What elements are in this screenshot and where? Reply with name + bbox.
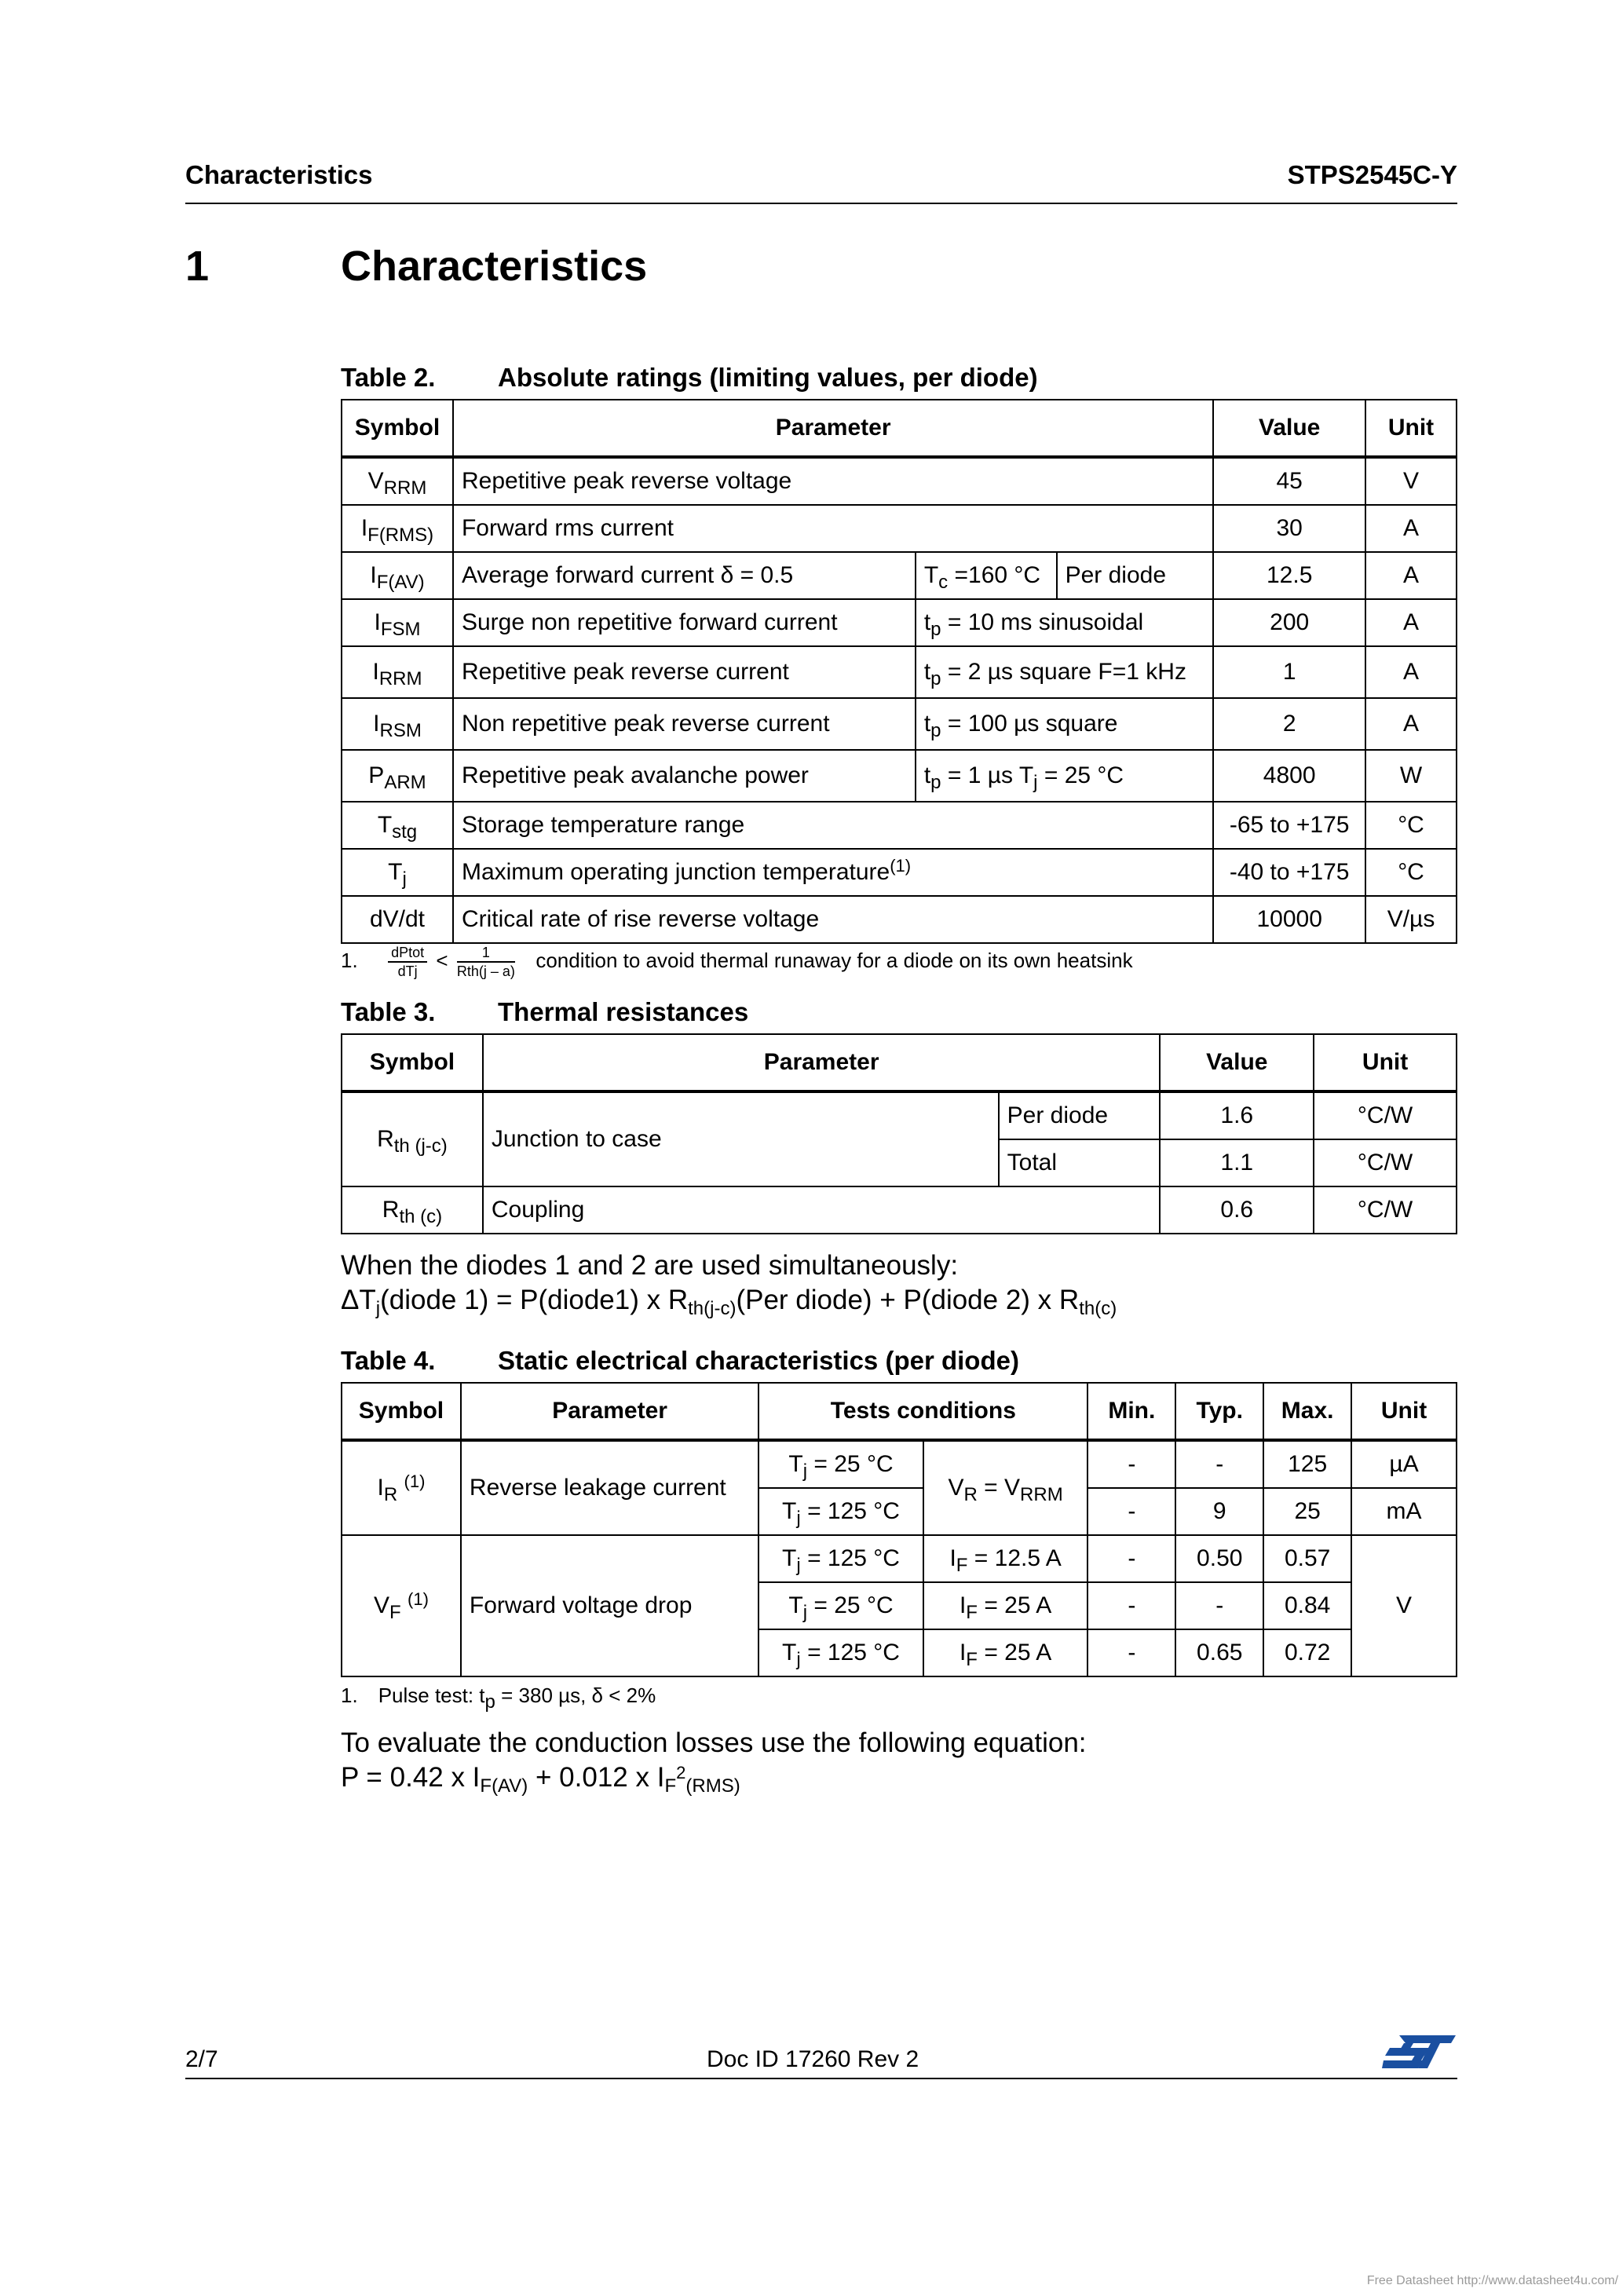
unit: °C/W [1314, 1091, 1457, 1139]
table-row: $I_{RRM}$ Repetitive peak reverse current $t_p = 2$ µs square F=1 kHz 1 A [342, 646, 1457, 698]
value: 1 [1213, 646, 1365, 698]
coupling-paragraph [341, 1249, 1117, 1318]
unit: A [1365, 646, 1457, 698]
unit: A [1365, 505, 1457, 552]
table2-footnote: 1. $\frac{\text{dPtot}}{\text{dTj}}$ < $\frac{1}{\text{Rth(j – a)}}$ condition to avoid thermal runaway for a diode on its own heatsink [341, 945, 1133, 979]
table-row: $V_F$ $^{(1)}$ Forward voltage drop $T_j = 125$ °C $I_F = 12.5$ A - 0.50 0.57 V [342, 1535, 1457, 1582]
symbol: T [388, 859, 403, 885]
value: 12.5 [1213, 552, 1365, 599]
footer-rule [185, 2078, 1457, 2079]
max: 0.57 [1263, 1535, 1351, 1582]
col-max: Max. [1263, 1383, 1351, 1440]
parameter: Repetitive peak reverse current [453, 646, 916, 698]
col-parameter: Parameter [461, 1383, 758, 1440]
typ: 0.65 [1175, 1629, 1263, 1676]
col-tests: Tests conditions [758, 1383, 1087, 1440]
unit: °C/W [1314, 1186, 1457, 1234]
table-row: $I_{F(AV)}$ Average forward current δ = 0.5 $T_c =160$ °C Per diode 12.5 A [342, 552, 1457, 599]
col-value: Value [1213, 400, 1365, 457]
condition-tj: $T_j = 25$ °C [758, 1582, 923, 1629]
value: 45 [1213, 457, 1365, 505]
table3-title: Thermal resistances [498, 997, 749, 1026]
typ: 9 [1175, 1488, 1263, 1535]
parameter: Average forward current δ = 0.5 [453, 552, 916, 599]
min: - [1087, 1629, 1175, 1676]
condition-if: $I_F = 12.5$ A [923, 1535, 1088, 1582]
col-symbol: Symbol [342, 400, 453, 457]
parameter: Repetitive peak reverse voltage [453, 457, 1213, 505]
symbol: P [368, 762, 385, 788]
parameter: Repetitive peak avalanche power [453, 750, 916, 802]
max: 125 [1263, 1440, 1351, 1488]
page-number: 2/7 [185, 2046, 218, 2072]
col-symbol: Symbol [342, 1034, 483, 1091]
table4-footnote: 1. Pulse test: $t_p = 380$ µs, δ < 2% [341, 1684, 656, 1713]
table-row: $R_{th (j-c)}$ Junction to case Per diode 1.6 °C/W [342, 1091, 1457, 1139]
col-value: Value [1160, 1034, 1314, 1091]
unit: °C [1365, 802, 1457, 849]
symbol: I [374, 609, 381, 635]
typ: 0.50 [1175, 1535, 1263, 1582]
parameter: Forward rms current [453, 505, 1213, 552]
table-row: $T_{stg}$ Storage temperature range -65 to +175 °C [342, 802, 1457, 849]
table3-label: Table 3. [341, 997, 436, 1026]
value: 200 [1213, 599, 1365, 646]
table-row: $I_R$ $^{(1)}$ Reverse leakage current $T_j = 25$ °C $V_R = V_{RRM}$ - - 125 µA [342, 1440, 1457, 1488]
running-header-right: STPS2545C-Y [1287, 160, 1457, 189]
table-row: $I_{FSM}$ Surge non repetitive forward current $t_p = 10$ ms sinusoidal 200 A [342, 599, 1457, 646]
min: - [1087, 1488, 1175, 1535]
fraction-dptot-dtj: $\frac{\text{dPtot}}{\text{dTj}}$ [388, 944, 427, 980]
parameter: Critical rate of rise reverse voltage [453, 896, 1213, 943]
condition: Total [999, 1139, 1161, 1186]
col-typ: Typ. [1175, 1383, 1263, 1440]
col-symbol: Symbol [342, 1383, 461, 1440]
condition-vr: $V_R = V_{RRM}$ [923, 1440, 1088, 1535]
condition-tj: $T_j = 125$ °C [758, 1535, 923, 1582]
max: 0.84 [1263, 1582, 1351, 1629]
table2-label: Table 2. [341, 363, 436, 392]
condition: Per diode [999, 1091, 1161, 1139]
footnote-ref: (1) [890, 856, 912, 876]
section-title: Characteristics [341, 243, 648, 290]
symbol: T [377, 812, 393, 838]
condition-per-diode: Per diode [1057, 552, 1214, 599]
watermark: Free Datasheet http://www.datasheet4u.com/ [1366, 2274, 1618, 2287]
value: -65 to +175 [1213, 802, 1365, 849]
max: 0.72 [1263, 1629, 1351, 1676]
value: 4800 [1213, 750, 1365, 802]
conduction-line1: To evaluate the conduction losses use the following equation: [341, 1727, 1087, 1758]
condition: $t_p = 100$ µs square [916, 698, 1213, 750]
conduction-paragraph [341, 1726, 1087, 1795]
col-parameter: Parameter [483, 1034, 1161, 1091]
coupling-equation: $\Delta T_j(diode$ 1) = P(diode1) x $R_{th(j-c)}(Per$ diode) + P(diode 2) x $R_{th(c)}$ [341, 1285, 1117, 1319]
unit: °C [1365, 849, 1457, 896]
symbol: R [377, 1126, 394, 1152]
svg-text:ST: ST [1382, 2032, 1384, 2033]
unit: A [1365, 552, 1457, 599]
table-header-row [342, 1034, 1457, 1091]
parameter: Junction to case [483, 1091, 999, 1186]
col-min: Min. [1087, 1383, 1175, 1440]
parameter: Reverse leakage current [461, 1440, 758, 1535]
value: 10000 [1213, 896, 1365, 943]
symbol: I [377, 1475, 384, 1501]
col-parameter: Parameter [453, 400, 1213, 457]
value: 0.6 [1160, 1186, 1314, 1234]
doc-id: Doc ID 17260 Rev 2 [707, 2046, 919, 2072]
condition: $t_p = 10$ ms sinusoidal [916, 599, 1213, 646]
table-row: $I_{F(RMS)}$ Forward rms current 30 A [342, 505, 1457, 552]
symbol: I [360, 515, 368, 541]
st-logo [1382, 2032, 1457, 2071]
absolute-ratings-table [341, 399, 1457, 944]
unit: A [1365, 698, 1457, 750]
unit: W [1365, 750, 1457, 802]
table4-label: Table 4. [341, 1346, 436, 1375]
conduction-equation: P = 0.42 x $I_{F(AV)} + 0.012$ x $I_F^2_{(RMS)}$ [341, 1762, 740, 1797]
symbol: V [374, 1592, 390, 1618]
condition-if: $I_F = 25$ A [923, 1629, 1088, 1676]
col-unit: Unit [1314, 1034, 1457, 1091]
table-row: $R_{th (c)}$ Coupling 0.6 °C/W [342, 1186, 1457, 1234]
value: 1.6 [1160, 1091, 1314, 1139]
parameter: Forward voltage drop [461, 1535, 758, 1676]
table-header-row [342, 400, 1457, 457]
max: 25 [1263, 1488, 1351, 1535]
table4-title: Static electrical characteristics (per diode) [498, 1346, 1019, 1375]
condition: $T_c =160$ °C [916, 552, 1057, 599]
static-electrical-table [341, 1382, 1457, 1677]
parameter: Surge non repetitive forward current [453, 599, 916, 646]
unit: mA [1351, 1488, 1457, 1535]
running-header-left: Characteristics [185, 160, 373, 189]
value: 2 [1213, 698, 1365, 750]
min: - [1087, 1440, 1175, 1488]
table-row: $T_j$ Maximum operating junction temperature$^{(1)}$ -40 to +175 °C [342, 849, 1457, 896]
symbol: I [372, 659, 379, 685]
unit: V [1351, 1535, 1457, 1676]
min: - [1087, 1535, 1175, 1582]
typ: - [1175, 1582, 1263, 1629]
condition-tj: $T_j = 125$ °C [758, 1488, 923, 1535]
parameter: Storage temperature range [453, 802, 1213, 849]
fraction-1-rth: $\frac{1}{\text{Rth(j – a)}}$ [456, 945, 515, 979]
unit: µA [1351, 1440, 1457, 1488]
coupling-line1: When the diodes 1 and 2 are used simultaneously: [341, 1250, 959, 1281]
symbol: R [382, 1197, 400, 1223]
symbol: I [370, 562, 377, 588]
condition: $t_p = 1$ µs $T_j = 25$ °C [916, 750, 1213, 802]
col-unit: Unit [1351, 1383, 1457, 1440]
condition-tj: $T_j = 25$ °C [758, 1440, 923, 1488]
table-header-row [342, 1383, 1457, 1440]
parameter: Coupling [483, 1186, 1161, 1234]
thermal-resistances-table [341, 1033, 1457, 1234]
col-unit: Unit [1365, 400, 1457, 457]
unit: °C/W [1314, 1139, 1457, 1186]
unit: V [1365, 457, 1457, 505]
table2-title: Absolute ratings (limiting values, per diode) [498, 363, 1038, 392]
table-row [342, 896, 1457, 943]
table-row: $P_{ARM}$ Repetitive peak avalanche power $t_p = 1$ µs $T_j = 25$ °C 4800 W [342, 750, 1457, 802]
symbol: dV/dt [342, 896, 453, 943]
condition: $t_p = 2$ µs square F=1 kHz [916, 646, 1213, 698]
value: 1.1 [1160, 1139, 1314, 1186]
symbol: V [367, 468, 384, 494]
parameter: Non repetitive peak reverse current [453, 698, 916, 750]
table-row: $V_{RRM}$ Repetitive peak reverse voltage 45 V [342, 457, 1457, 505]
parameter: Maximum operating junction temperature [461, 859, 890, 885]
section-number: 1 [185, 243, 210, 290]
symbol: I [373, 711, 380, 737]
header-rule [185, 203, 1457, 204]
table-row: $I_{RSM}$ Non repetitive peak reverse current $t_p = 100$ µs square 2 A [342, 698, 1457, 750]
condition-tj: $T_j = 125$ °C [758, 1629, 923, 1676]
condition-if: $I_F = 25$ A [923, 1582, 1088, 1629]
unit: A [1365, 599, 1457, 646]
value: -40 to +175 [1213, 849, 1365, 896]
typ: - [1175, 1440, 1263, 1488]
unit: V/µs [1365, 896, 1457, 943]
min: - [1087, 1582, 1175, 1629]
value: 30 [1213, 505, 1365, 552]
